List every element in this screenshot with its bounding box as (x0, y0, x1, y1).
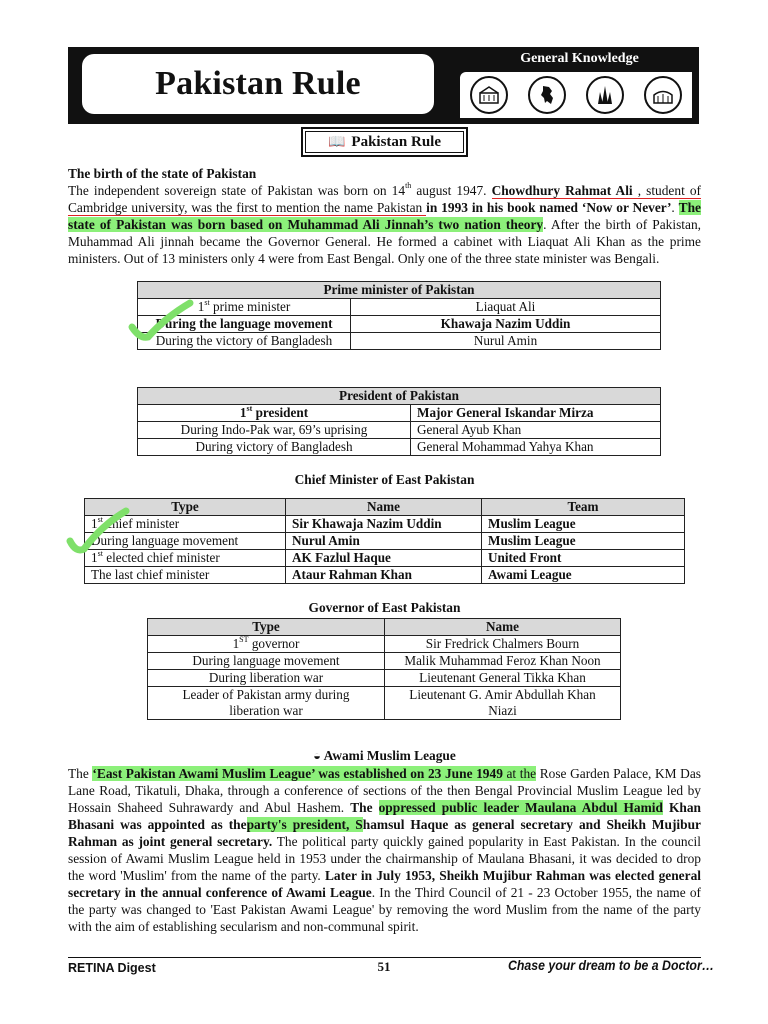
awami-paragraph: The ‘East Pakistan Awami Muslim League’ was established on 23 June 1949 at the Rose Garden Palace, KM Das Lane Road, Tikatuli, Dhaka, through a conference of sections of the then Bengal Provincial Muslim League led by Hossain Shaheed Suhrawardy and Abul Hashem. The oppressed public leader Maulana Abdul Hamid Khan Bhasani was appointed as theparty's president, Shamsul Haque as general secretary and Sheikh Mujibur Rahman as joint general secretary. The political party quickly gained popularity in East Pakistan. In the council session of Awami Muslim League held in 1953 under the chairmanship of Maulana Bhasani, it was decided to drop the word 'Muslim' from the name of the party. Later in July 1953, Sheikh Mujibur Rahman was elected general secretary in the annual conference of Awami League. In the Third Council of 21 - 23 October 1955, the name of the party was changed to 'East Pakistan Awami League' by removing the word Muslim from the name of the party with the aim of establishing secularism and non-communal spirit. (68, 766, 702, 934)
gov-table-caption: Governor of East Pakistan (308, 600, 461, 615)
rahmat-ali-name: Chowdhury Rahmat Ali (491, 183, 633, 198)
table-row: Leader of Pakistan army during liberation war Lieutenant G. Amir Abdullah Khan Niazi (148, 687, 621, 720)
birth-heading: The birth of the state of Pakistan (68, 166, 257, 181)
bangladesh-map-icon (528, 76, 566, 114)
table-row: During the victory of Bangladesh Nurul Amin (138, 333, 661, 350)
book-icon: 📖 (327, 134, 346, 150)
birth-paragraph: The independent sovereign state of Pakistan was born on 14th august 1947. Chowdhury Rahmat Ali , student of Cambridge university, was the first to mention the name Pakistan in 1993 in his book named ‘Now or Never’. The state of Pakistan was born based on Muhammad Ali Jinnah’s two nation theory. After the birth of Pakistan, Muhammad Ali jinnah became the Governor General. He formed a cabinet with Liaquat Ali Khan as the prime ministers. Out of 13 ministers only 4 were from East Bengal. Only one of the three state minister was Bengali. (68, 181, 701, 266)
president-table (137, 387, 661, 456)
cm-table: Type Name Team 1st chief minister Sir Khawaja Nazim Uddin Muslim League During language movement Nurul Amin Muslim League 1st elected chief minister AK Fazlul Haque United Front The last chief minister Ataur Rahman Khan Awami League (84, 498, 685, 584)
table-row: During Indo-Pak war, 69’s uprising General Ayub Khan (138, 422, 661, 439)
category-label: General Knowledge (520, 51, 639, 66)
table-row: 1st elected chief minister AK Fazlul Haque United Front (85, 550, 685, 567)
page-title-box (82, 54, 434, 114)
table-row: During victory of Bangladesh General Mohammad Yahya Khan (138, 439, 661, 456)
footer-slogan: Chase your dream to be a Doctor… (508, 957, 715, 973)
section-title-box (301, 127, 468, 157)
table-row: During language movement Nurul Amin Muslim League (85, 533, 685, 550)
table-row: 1st president Major General Iskandar Mirza (138, 405, 661, 422)
pm-table-title: Prime minister of Pakistan (138, 282, 661, 299)
table-row: During language movement Malik Muhammad Feroz Khan Noon (148, 653, 621, 670)
table-row: During the language movement Khawaja Nazim Uddin (138, 316, 661, 333)
header-icons (460, 72, 692, 118)
check-mark-icon (126, 297, 196, 347)
table-row: 1st chief minister Sir Khawaja Nazim Uddin Muslim League (85, 516, 685, 533)
page-number: 51 (377, 959, 391, 974)
martyrs-monument-icon (586, 76, 624, 114)
gov-table: Type Name 1ST governor Sir Fredrick Chalmers Bourn During language movement Malik Muhammad Feroz Khan Noon During liberation war Lieutenant General Tikka Khan Leader of Pakistan army during liberation war Lieutenant G. Amir Abdullah Khan Niazi (147, 618, 621, 720)
table-row: 1st prime minister Liaquat Ali (138, 299, 661, 316)
pm-table (137, 281, 661, 350)
page-title: Pakistan Rule (155, 65, 361, 102)
table-row: 1ST governor Sir Fredrick Chalmers Bourn (148, 636, 621, 653)
footer-brand: RETINA Digest (68, 961, 156, 975)
building-icon (644, 76, 682, 114)
cm-table-caption: Chief Minister of East Pakistan (294, 472, 475, 487)
table-row: The last chief minister Ataur Rahman Khan Awami League (85, 567, 685, 584)
check-mark-icon (64, 505, 134, 555)
shield-icon: ◒ (313, 748, 322, 763)
two-nation-highlight: The state of Pakistan was born based on Muhammad Ali Jinnah’s two nation theory (68, 200, 701, 232)
awami-heading: ◒ Awami Muslim League (313, 748, 456, 763)
section-title: Pakistan Rule (351, 133, 442, 150)
table-row: During liberation war Lieutenant General Tikka Khan (148, 670, 621, 687)
parliament-icon (470, 76, 508, 114)
president-table-title: President of Pakistan (138, 388, 661, 405)
